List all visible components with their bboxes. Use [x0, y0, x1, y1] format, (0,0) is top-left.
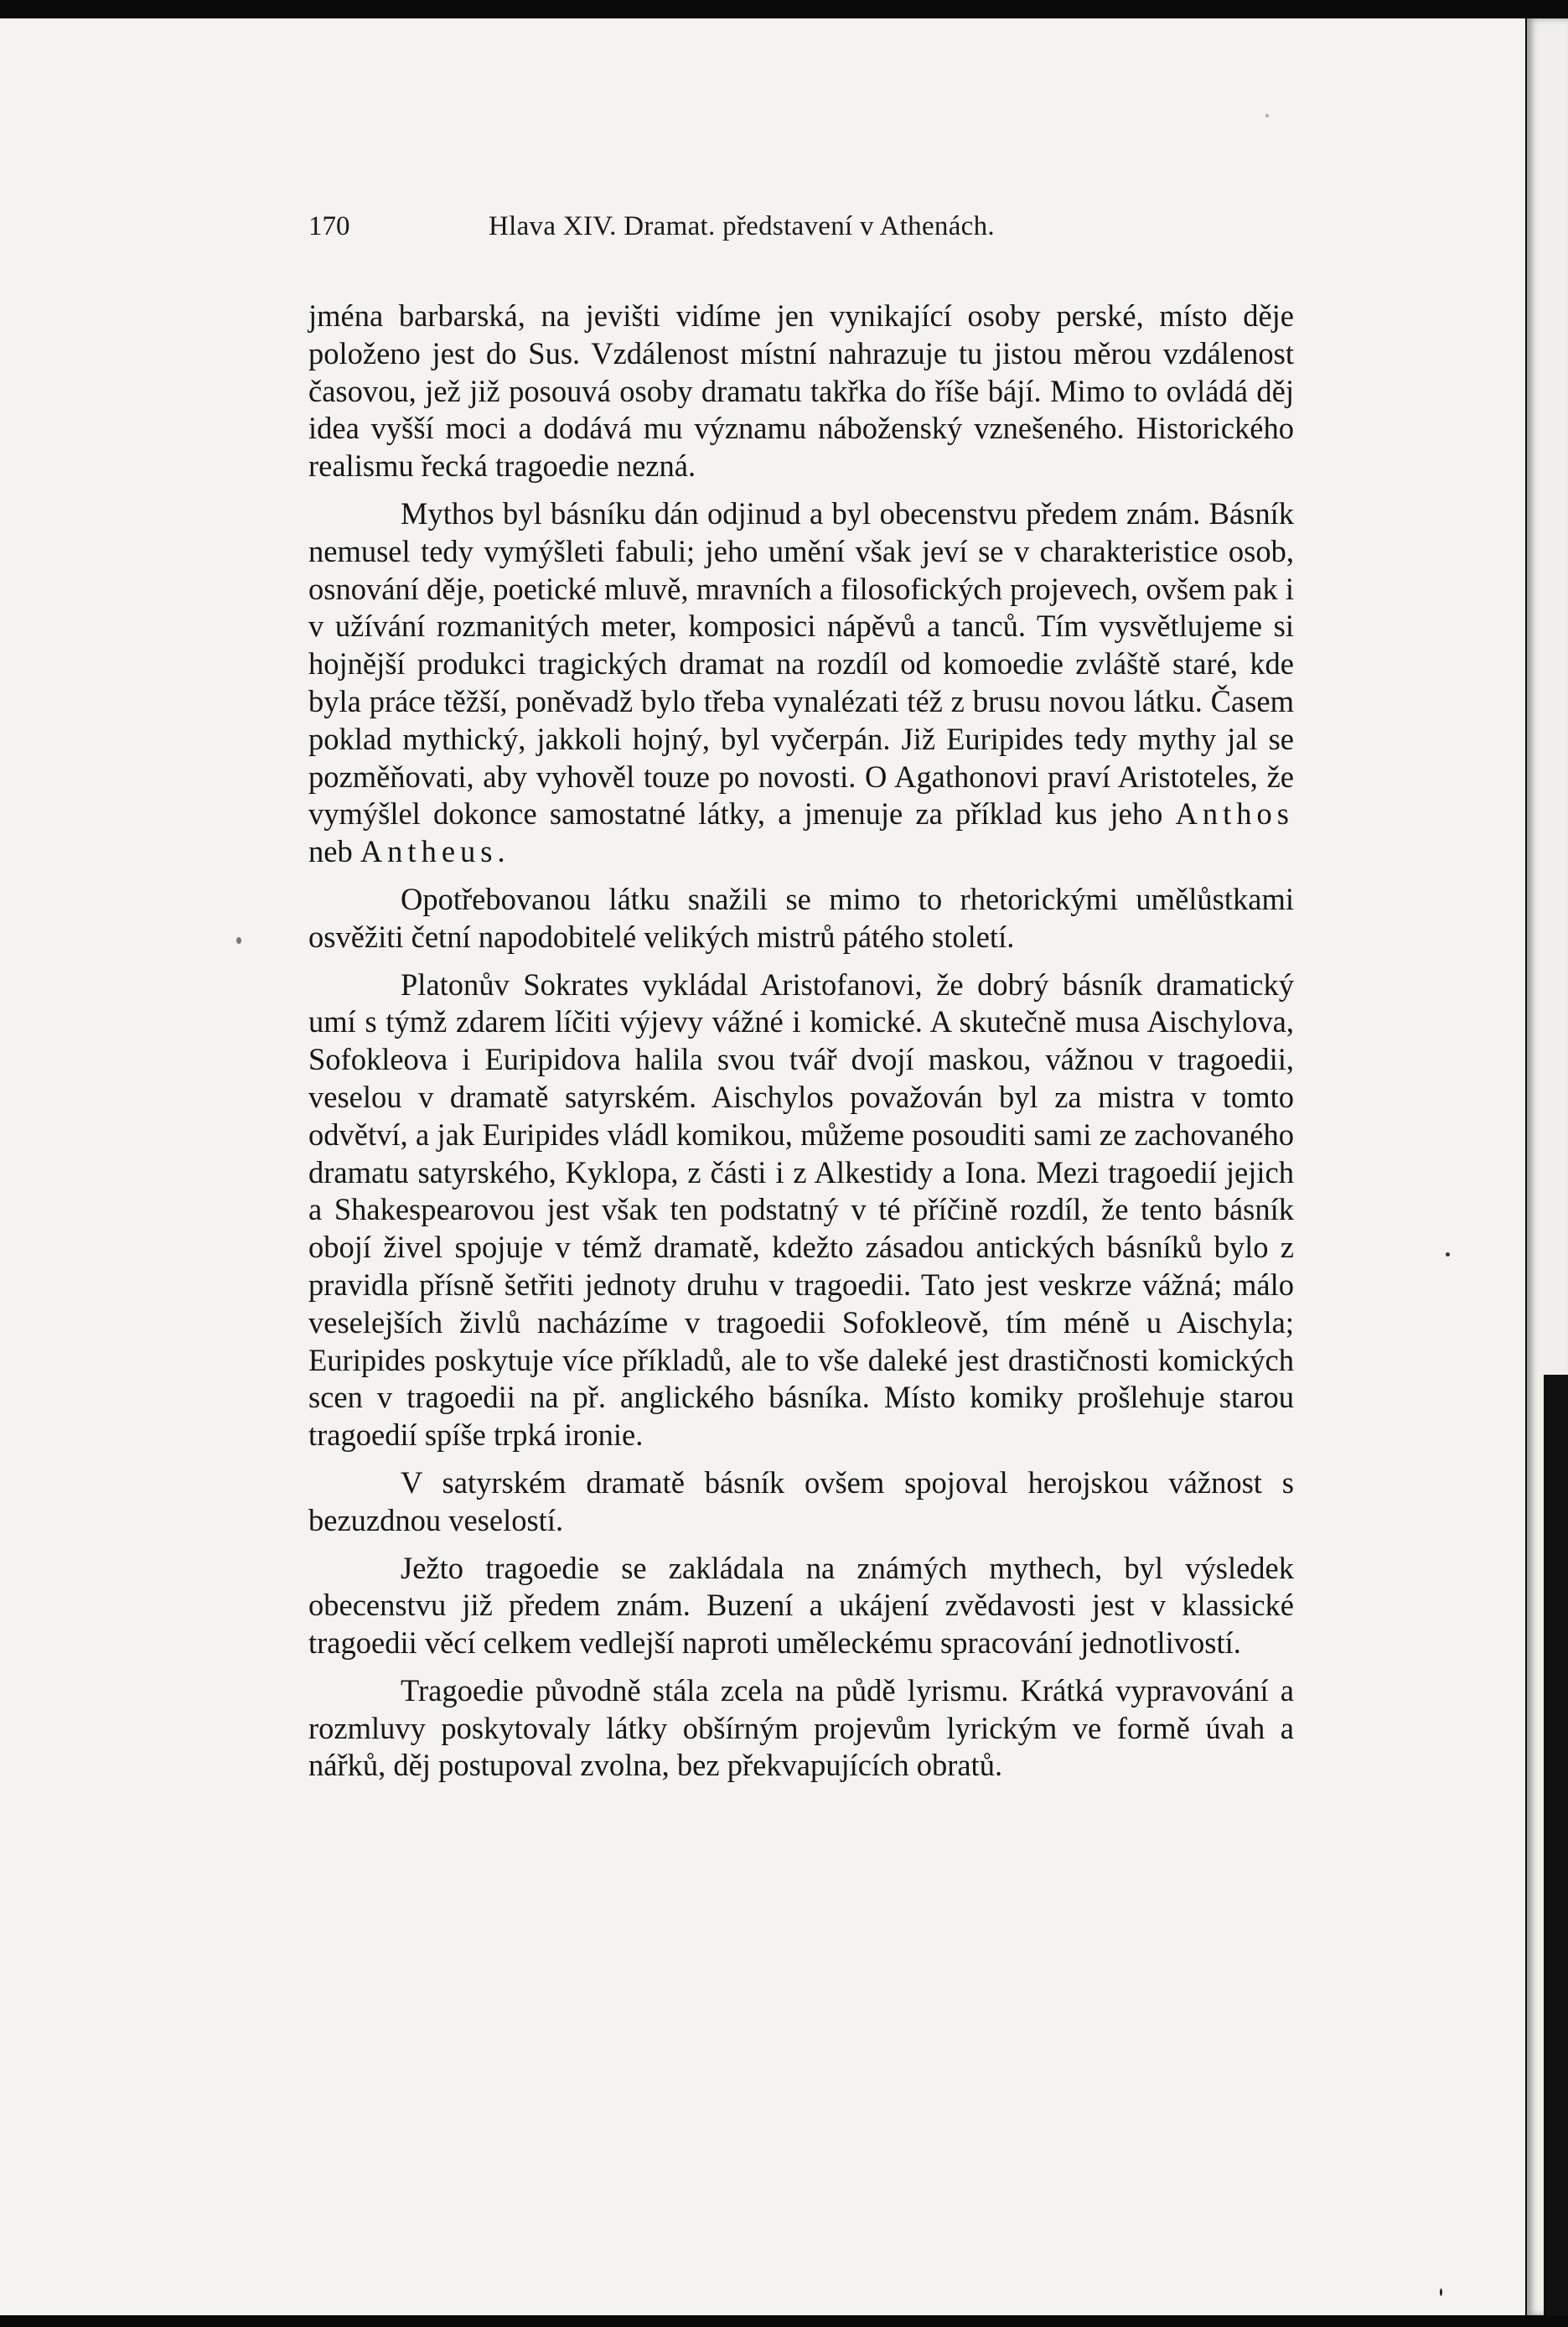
paragraph-6: Ježto tragoedie se zakládala na známých mythech, byl výsledek obecenstvu již předem znám. Buzení a ukájení zvědavosti jest v klassické tragoedii věcí celkem vedlejší naproti uměleckému spracování jednotlivostí.: [308, 1550, 1294, 1661]
running-header: [308, 211, 1314, 253]
binding-shadow: [1544, 1375, 1568, 2315]
spaced-title-antheus: Antheus: [360, 834, 498, 869]
dust-speck: [1446, 1252, 1450, 1257]
running-title: Hlava XIV. Dramat. představení v Athenách.: [489, 211, 995, 241]
paragraph-2-end: .: [497, 834, 505, 869]
paragraph-1: jména barbarská, na jevišti vidíme jen vynikající osoby perské, místo děje položeno jest do Sus. Vzdálenost místní nahrazuje tu jistou měrou vzdálenost časovou, jež již posouvá osoby dramatu takřka do říše bájí. Mimo to ovládá děj idea vyšší moci a dodává mu významu náboženský vznešeného. Historického realismu řecká tragoedie nezná.: [308, 298, 1294, 484]
dust-speck: [1265, 114, 1269, 117]
paragraph-2: [308, 495, 1294, 871]
dust-speck: [1440, 2288, 1442, 2296]
paragraph-4: Platonův Sokrates vykládal Aristofanovi, že dobrý básník dramatický umí s týmž zdarem líčiti výjevy vážné i komické. A skutečně musa Aischylova, Sofokleova i Euripidova halila svou tvář dvojí maskou, vážnou v tragoedii, veselou v dramatě satyrském. Aischylos považován byl za mistra v tomto odvětví, a jak Euripides vládl komikou, můžeme posouditi sami ze zachovaného dramatu satyrského, Kyklopa, z části i z Alkestidy a Iona. Mezi tragoedií jejich a Shakespearovou jest však ten podstatný v té příčině rozdíl, že tento básník obojí živel spojuje v témž dramatě, kdežto zásadou antických básníků bylo z pravidla přísně šetřiti jednoty druhu v tragoedii. Tato jest veskrze vážná; málo veselejších živlů nacházíme v tragoedii Sofokleově, tím méně u Aischyla; Euripides poskytuje více příkladů, ale to vše daleké jest drastičnosti komických scen v tragoedii na př. anglického básníka. Místo komiky prošlehuje starou tragoedií spíše trpká ironie.: [308, 967, 1294, 1453]
paragraph-5: V satyrském dramatě básník ovšem spojoval herojskou vážnost s bezuzdnou veselostí.: [308, 1464, 1294, 1537]
paragraph-2-connector: neb: [308, 834, 360, 869]
body-text: [308, 298, 1294, 1795]
page-number: 170: [308, 211, 350, 241]
spaced-title-anthos: Anthos: [1175, 796, 1294, 832]
paragraph-3: Opotřebovanou látku snažili se mimo to rhetorickými umělůstkami osvěžiti četní napodobitelé velikých mistrů pátého století.: [308, 881, 1294, 954]
paragraph-2-text: Mythos byl básníku dán odjinud a byl obecenstvu předem znám. Básník nemusel tedy vymýšleti fabuli; jeho umění však jeví se v charakteristice osob, osnování děje, poetické mluvě, mravních a filosofických projevech, ovšem pak i v užívání rozmanitých meter, komposici nápěvů a tanců. Tím vysvětlujeme si hojnější produkci tragických dramat na rozdíl od komoedie zvláště staré, kde byla práce těžší, poněvadž bylo třeba vynalézati též z brusu novou látku. Časem poklad mythický, jakkoli hojný, byl vyčerpán. Již Euripides tedy mythy jal se pozměňovati, aby vyhověl touze po novosti. O Agathonovi praví Aristoteles, že vymýšlel dokonce samostatné látky, a jmenuje za příklad kus jeho: [308, 495, 1294, 832]
paragraph-7: Tragoedie původně stála zcela na půdě lyrismu. Krátká vypravování a rozmluvy poskytovaly látky obšírným projevům lyrickým ve formě úvah a nářků, děj postupoval zvolna, bez překvapujících obratů.: [308, 1672, 1294, 1783]
dust-speck: [236, 937, 241, 944]
